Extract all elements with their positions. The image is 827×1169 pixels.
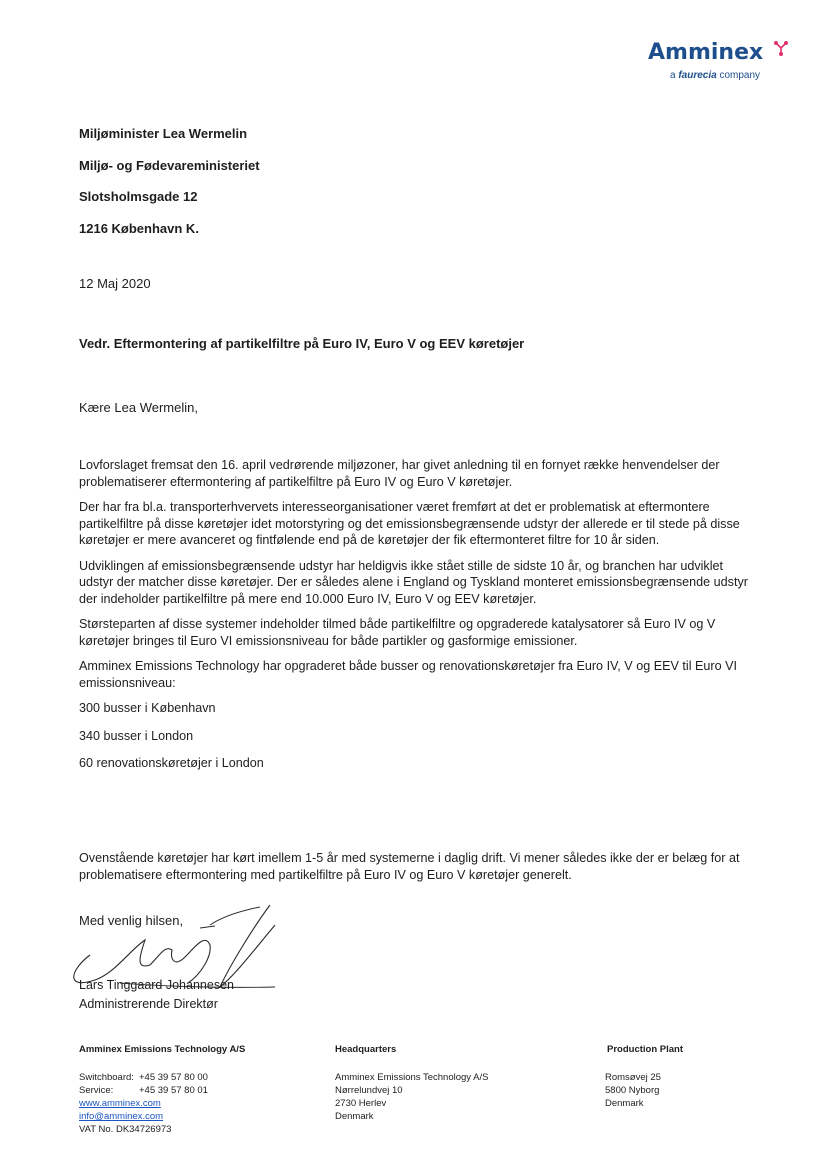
- switchboard-number: +45 39 57 80 00: [139, 1072, 208, 1083]
- footer-company-heading: Amminex Emissions Technology A/S: [79, 1044, 246, 1055]
- plant-line: Romsøvej 25: [605, 1072, 661, 1083]
- plant-line: Denmark: [605, 1098, 644, 1109]
- paragraph: Lovforslaget fremsat den 16. april vedrørende miljøzoner, har givet anledning til en fornyet række henvendelser der problematiserer eftermontering af partikelfiltre på Euro IV og Euro V køretøjer.: [79, 458, 720, 489]
- switchboard-line: [79, 1071, 245, 1084]
- letter-body: [79, 457, 749, 783]
- company-logo: [648, 40, 798, 82]
- website-link[interactable]: www.amminex.com: [79, 1098, 161, 1109]
- paragraph: Amminex Emissions Technology har opgraderet både busser og renovationskøretøjer fra Euro IV, V og EEV til Euro VI emissionsniveau:: [79, 659, 738, 690]
- list-item: 340 busser i London: [79, 728, 194, 743]
- service-number: +45 39 57 80 01: [139, 1085, 208, 1096]
- logo-wordmark: Amminex: [648, 40, 764, 65]
- letter-subject: Vedr. Eftermontering af partikelfiltre på Euro IV, Euro V og EEV køretøjer: [79, 336, 525, 351]
- vat-number: VAT No. DK34726973: [79, 1124, 172, 1135]
- paragraph: Der har fra bl.a. transporterhvervets interesseorganisationer været fremført at det er problematisk at eftermontere partikelfiltre på disse køretøjer idet motorstyring og det emissionsbegrænsende udstyr der allerede er til stede på disse køretøjer er mere avanceret og fintfølende end på de køretøjer der fik eftermonteret filtre for 10 år siden.: [79, 500, 740, 547]
- hq-line: 2730 Herlev: [335, 1098, 387, 1109]
- footer-plant-heading: Production Plant: [607, 1044, 683, 1055]
- signoff: Med venlig hilsen,: [79, 913, 184, 928]
- tagline-prefix: a: [670, 70, 679, 81]
- footer-company: [79, 1043, 245, 1136]
- paragraph: Udviklingen af emissionsbegrænsende udstyr har heldigvis ikke stået stille de sidste 10 år, og branchen har udviklet udstyr der matcher disse køretøjer. Der er således alene i England og Tyskland monteret emissionsbegrænsende udstyr der indeholder partikelfiltre på mere end 10.000 Euro IV, Euro V og EEV køretøjer.: [79, 558, 748, 606]
- recipient-city: 1216 København K.: [79, 220, 199, 236]
- molecule-icon: [773, 40, 789, 56]
- recipient-name: Miljøminister Lea Wermelin: [79, 126, 248, 141]
- footer-headquarters: [335, 1043, 488, 1123]
- closing-paragraph: Ovenstående køretøjer har kørt imellem 1-5 år med systemerne i daglig drift. Vi mener således ikke der er belæg for at problematisere eftermontering med partikelfiltre på Euro IV og Euro V køretøjer generelt.: [79, 851, 740, 882]
- recipient-ministry: Miljø- og Fødevareministeriet: [79, 157, 260, 173]
- email-link[interactable]: info@amminex.com: [79, 1111, 164, 1122]
- list-item: 300 busser i København: [79, 701, 216, 715]
- footer-plant: [605, 1043, 683, 1110]
- hq-line: Amminex Emissions Technology A/S: [335, 1072, 489, 1083]
- tagline-suffix: company: [716, 70, 761, 81]
- vehicle-list: [79, 700, 749, 772]
- letter-greeting: Kære Lea Wermelin,: [79, 400, 198, 415]
- service-line: [79, 1084, 245, 1097]
- letter-date: 12 Maj 2020: [79, 276, 151, 291]
- plant-line: 5800 Nyborg: [605, 1085, 660, 1096]
- recipient-address: [79, 124, 260, 250]
- tagline-brand: faurecia: [678, 70, 717, 81]
- service-label: Service:: [79, 1085, 114, 1096]
- signer-title: Administrerende Direktør: [79, 997, 218, 1011]
- signer-name: Lars Tinggaard Johannesen: [79, 978, 234, 992]
- recipient-street: Slotsholmsgade 12: [79, 189, 198, 204]
- footer-hq-heading: Headquarters: [335, 1044, 397, 1055]
- hq-line: Nørrelundvej 10: [335, 1085, 403, 1096]
- hq-line: Denmark: [335, 1111, 374, 1122]
- list-item: 60 renovationskøretøjer i London: [79, 756, 264, 770]
- paragraph: Størsteparten af disse systemer indeholder tilmed både partikelfiltre og opgraderede katalysatorer så Euro IV og V køretøjer bringes til Euro VI emissionsniveau for både partikler og gasformige emissioner.: [79, 617, 716, 648]
- switchboard-label: Switchboard:: [79, 1072, 134, 1083]
- logo-tagline: [670, 70, 760, 81]
